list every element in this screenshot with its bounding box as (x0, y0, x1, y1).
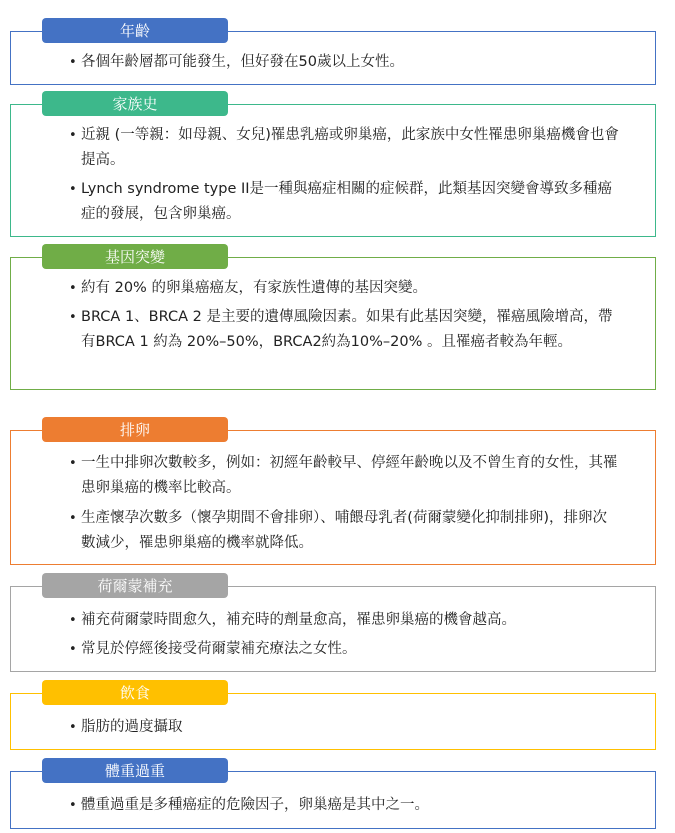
list-item: • BRCA 1、BRCA 2 是主要的遺傳風險因素。如果有此基因突變，罹癌風險增高，帶有BRCA 1 約為 20%–50%，BRCA2約為10%–20% 。且罹癌者較為年輕。 (81, 305, 621, 355)
list-item: • 補充荷爾蒙時間愈久，補充時的劑量愈高，罹患卵巢癌的機會越高。 (81, 608, 621, 633)
list-item: • 各個年齡層都可能發生，但好發在50歲以上女性。 (81, 50, 621, 75)
section-family-history-box (10, 104, 656, 237)
section-gene-mutation-box (10, 257, 656, 390)
list-item: • 體重過重是多種癌症的危險因子，卵巢癌是其中之一。 (81, 793, 621, 818)
list-item: • 約有 20% 的卵巢癌癌友，有家族性遺傳的基因突變。 (81, 276, 621, 301)
section-gene-mutation-title: 基因突變 (42, 244, 228, 269)
section-overweight-title: 體重過重 (42, 758, 228, 783)
list-item: • 一生中排卵次數較多，例如：初經年齡較早、停經年齡晚以及不曾生育的女性，其罹患卵巢癌的機率比較高。 (81, 451, 621, 501)
list-item: • 生產懷孕次數多（懷孕期間不會排卵）、哺餵母乳者(荷爾蒙變化抑制排卵)，排卵次數減少，罹患卵巢癌的機率就降低。 (81, 506, 621, 556)
section-diet-title: 飲食 (42, 680, 228, 705)
section-hormone-therapy-box (10, 586, 656, 672)
list-item: • 常見於停經後接受荷爾蒙補充療法之女性。 (81, 637, 621, 662)
list-item: • 脂肪的過度攝取 (81, 715, 621, 740)
section-hormone-therapy-title: 荷爾蒙補充 (42, 573, 228, 598)
list-item: • 近親 (一等親：如母親、女兒)罹患乳癌或卵巢癌，此家族中女性罹患卵巢癌機會也會提高。 (81, 123, 621, 173)
section-age-title: 年齡 (42, 18, 228, 43)
section-ovulation-box (10, 430, 656, 565)
section-family-history-title: 家族史 (42, 91, 228, 116)
list-item: • Lynch syndrome type II是一種與癌症相關的症候群，此類基因突變會導致多種癌症的發展，包含卵巢癌。 (81, 177, 621, 227)
section-ovulation-title: 排卵 (42, 417, 228, 442)
